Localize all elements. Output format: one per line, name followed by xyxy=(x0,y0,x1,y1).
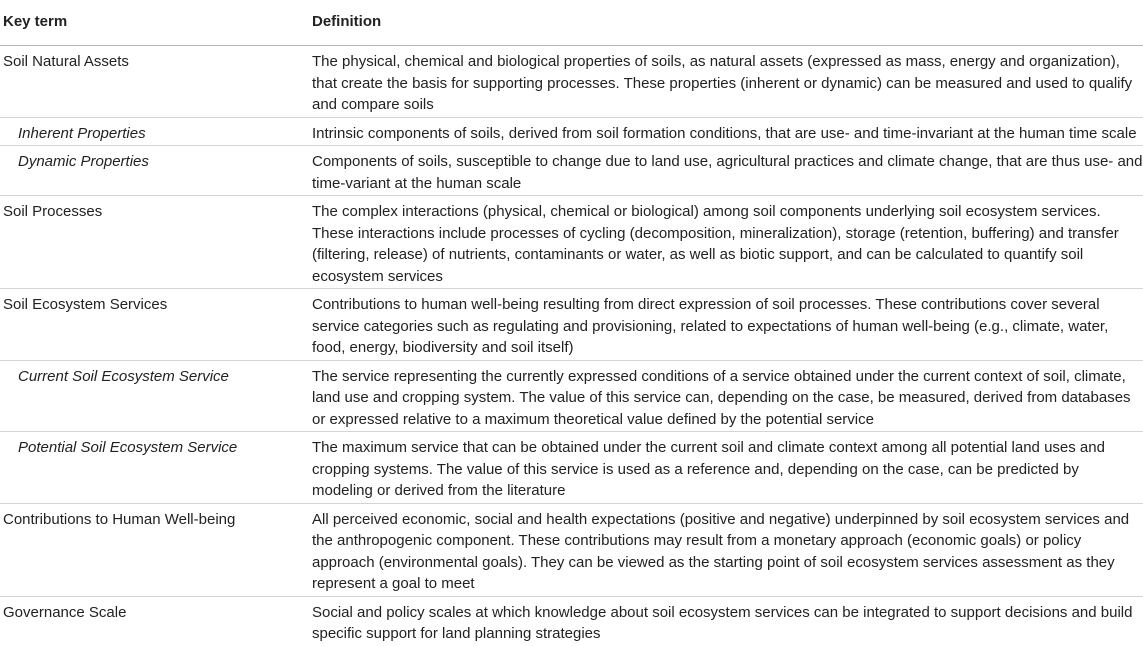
term-cell: Governance Scale xyxy=(3,603,127,621)
table-row xyxy=(0,46,1143,118)
term-cell: Soil Ecosystem Services xyxy=(0,289,309,361)
definition-cell: Contributions to human well-being resulting from direct expression of soil processes. These contributions cover several service categories such as regulating and provisioning, related to expectations of human well-being (e.g., climate, water, food, energy, biodiversity and soil itself) xyxy=(309,289,1143,361)
table-row xyxy=(0,196,1143,289)
sub-term-cell: Potential Soil Ecosystem Service xyxy=(0,432,309,504)
table-row xyxy=(0,360,1143,432)
definition-cell: The maximum service that can be obtained under the current soil and climate context among all potential land uses and cropping systems. The value of this service is used as a reference and, depending on the case, can be predicted by modeling or derived from the literature xyxy=(309,432,1143,504)
table-row xyxy=(0,117,1143,146)
table-row xyxy=(0,289,1143,361)
term-cell: Soil Processes xyxy=(0,196,309,289)
sub-term-cell: Inherent Properties xyxy=(0,117,309,146)
column-header-definition: Definition xyxy=(309,0,1143,46)
definition-cell: All perceived economic, social and health expectations (positive and negative) underpinned by soil ecosystem services and the anthropogenic component. These contributions may result from a monetary approach (economic goals) or policy approach (environmental goals). They can be viewed as the starting point of soil ecosystem services assessment as they represent a goal to meet xyxy=(309,503,1143,596)
table-row xyxy=(0,432,1143,504)
column-header-key-term: Key term xyxy=(0,0,309,46)
definition-cell: Components of soils, susceptible to change due to land use, agricultural practices and climate change, that are thus use- and time-variant at the human scale xyxy=(309,146,1143,196)
term-cell: Soil Natural Assets xyxy=(0,46,309,118)
table-row xyxy=(0,503,1143,596)
table-row xyxy=(0,146,1143,196)
definition-cell: The complex interactions (physical, chemical or biological) among soil components underlying soil ecosystem services. These interactions include processes of cycling (decomposition, mineralization), storage (retention, buffering) and transfer (filtering, release) of nutrients, contaminants or water, as well as biotic support, and can be calculated to quantify soil ecosystem services xyxy=(309,196,1143,289)
table-row xyxy=(0,596,1143,646)
definition-cell: Social and policy scales at which knowledge about soil ecosystem services can be integrated to support decisions and build specific support for land planning strategies xyxy=(312,603,1133,642)
definition-cell: The service representing the currently expressed conditions of a service obtained under the current context of soil, climate, land use and cropping system. The value of this service can, depending on the case, be measured, derived from databases or expressed relative to a maximum theoretical value defined by the potential service xyxy=(309,360,1143,432)
definition-cell: Intrinsic components of soils, derived from soil formation conditions, that are use- and time-invariant at the human time scale xyxy=(309,117,1143,146)
sub-term-cell: Dynamic Properties xyxy=(0,146,309,196)
sub-term-cell: Current Soil Ecosystem Service xyxy=(0,360,309,432)
table-header-row xyxy=(0,0,1143,46)
definition-cell: The physical, chemical and biological properties of soils, as natural assets (expressed as mass, energy and organization), that create the basis for supporting processes. These properties (inherent or dynamic) can be measured and used to qualify and compare soils xyxy=(309,46,1143,118)
term-cell: Contributions to Human Well-being xyxy=(0,503,309,596)
